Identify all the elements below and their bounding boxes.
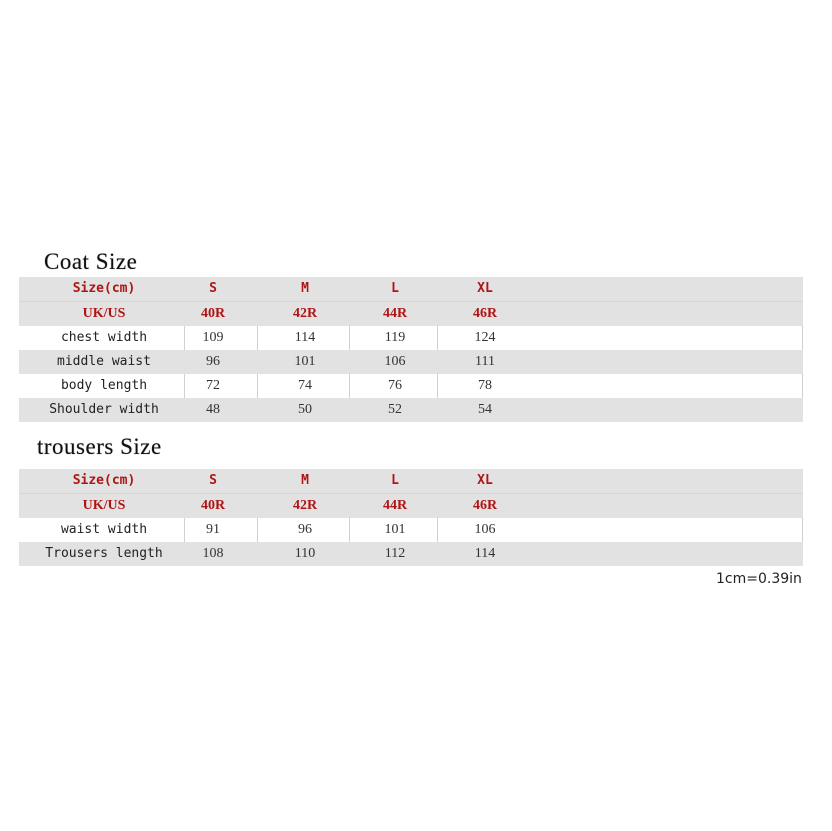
ukus-m: 42R <box>292 306 318 321</box>
size-l: L <box>391 281 399 296</box>
table-header-row <box>19 469 803 493</box>
cell-value: 114 <box>474 546 496 561</box>
cell-value: 106 <box>474 522 496 537</box>
row-label: Trousers length <box>45 546 163 561</box>
cell-value: 111 <box>475 354 495 369</box>
ukus-l: 44R <box>382 306 408 321</box>
cell-value: 74 <box>298 378 312 393</box>
cell-value: 109 <box>202 330 224 345</box>
cell-value: 101 <box>294 354 316 369</box>
cell-value: 108 <box>202 546 224 561</box>
row-label: chest width <box>60 330 148 345</box>
cell-value: 112 <box>384 546 406 561</box>
cell-value: 78 <box>478 378 492 393</box>
unit-conversion-note: 1cm=0.39in <box>716 571 802 587</box>
cell-value: 54 <box>478 402 492 417</box>
ukus-xl: 46R <box>472 498 498 513</box>
cell-value: 106 <box>384 354 406 369</box>
ukus-s: 40R <box>200 498 226 513</box>
row-label: body length <box>60 378 148 393</box>
cell-value: 48 <box>206 402 220 417</box>
cell-value: 76 <box>388 378 402 393</box>
cell-value: 114 <box>294 330 316 345</box>
cell-value: 52 <box>388 402 402 417</box>
row-label: waist width <box>60 522 148 537</box>
ukus-m: 42R <box>292 498 318 513</box>
ukus-xl: 46R <box>472 306 498 321</box>
cell-value: 110 <box>294 546 316 561</box>
size-cm-label: Size(cm) <box>72 473 136 488</box>
cell-value: 72 <box>206 378 220 393</box>
size-l: L <box>391 473 399 488</box>
coat-size-table <box>19 277 803 422</box>
table-header-row <box>19 277 803 301</box>
coat-size-title: Coat Size <box>44 249 138 274</box>
ukus-row <box>19 302 803 326</box>
size-s: S <box>209 473 217 488</box>
ukus-l: 44R <box>382 498 408 513</box>
cell-value: 124 <box>474 330 496 345</box>
ukus-row <box>19 494 803 518</box>
cell-value: 101 <box>384 522 406 537</box>
trousers-size-table <box>19 469 803 566</box>
size-xl: XL <box>477 281 493 296</box>
size-s: S <box>209 281 217 296</box>
table-row <box>19 398 803 422</box>
table-row <box>19 326 803 350</box>
table-row <box>19 542 803 566</box>
cell-value: 119 <box>384 330 406 345</box>
ukus-s: 40R <box>200 306 226 321</box>
cell-value: 96 <box>298 522 312 537</box>
table-row <box>19 374 803 398</box>
size-m: M <box>301 281 309 296</box>
size-cm-label: Size(cm) <box>72 281 136 296</box>
row-label: Shoulder width <box>49 402 159 417</box>
table-row <box>19 518 803 542</box>
table-row <box>19 350 803 374</box>
cell-value: 50 <box>298 402 312 417</box>
ukus-label: UK/US <box>82 498 126 513</box>
size-xl: XL <box>477 473 493 488</box>
trousers-size-title: trousers Size <box>37 434 162 459</box>
row-label: middle waist <box>57 354 151 369</box>
cell-value: 96 <box>206 354 220 369</box>
ukus-label: UK/US <box>82 306 126 321</box>
size-m: M <box>301 473 309 488</box>
cell-value: 91 <box>206 522 220 537</box>
